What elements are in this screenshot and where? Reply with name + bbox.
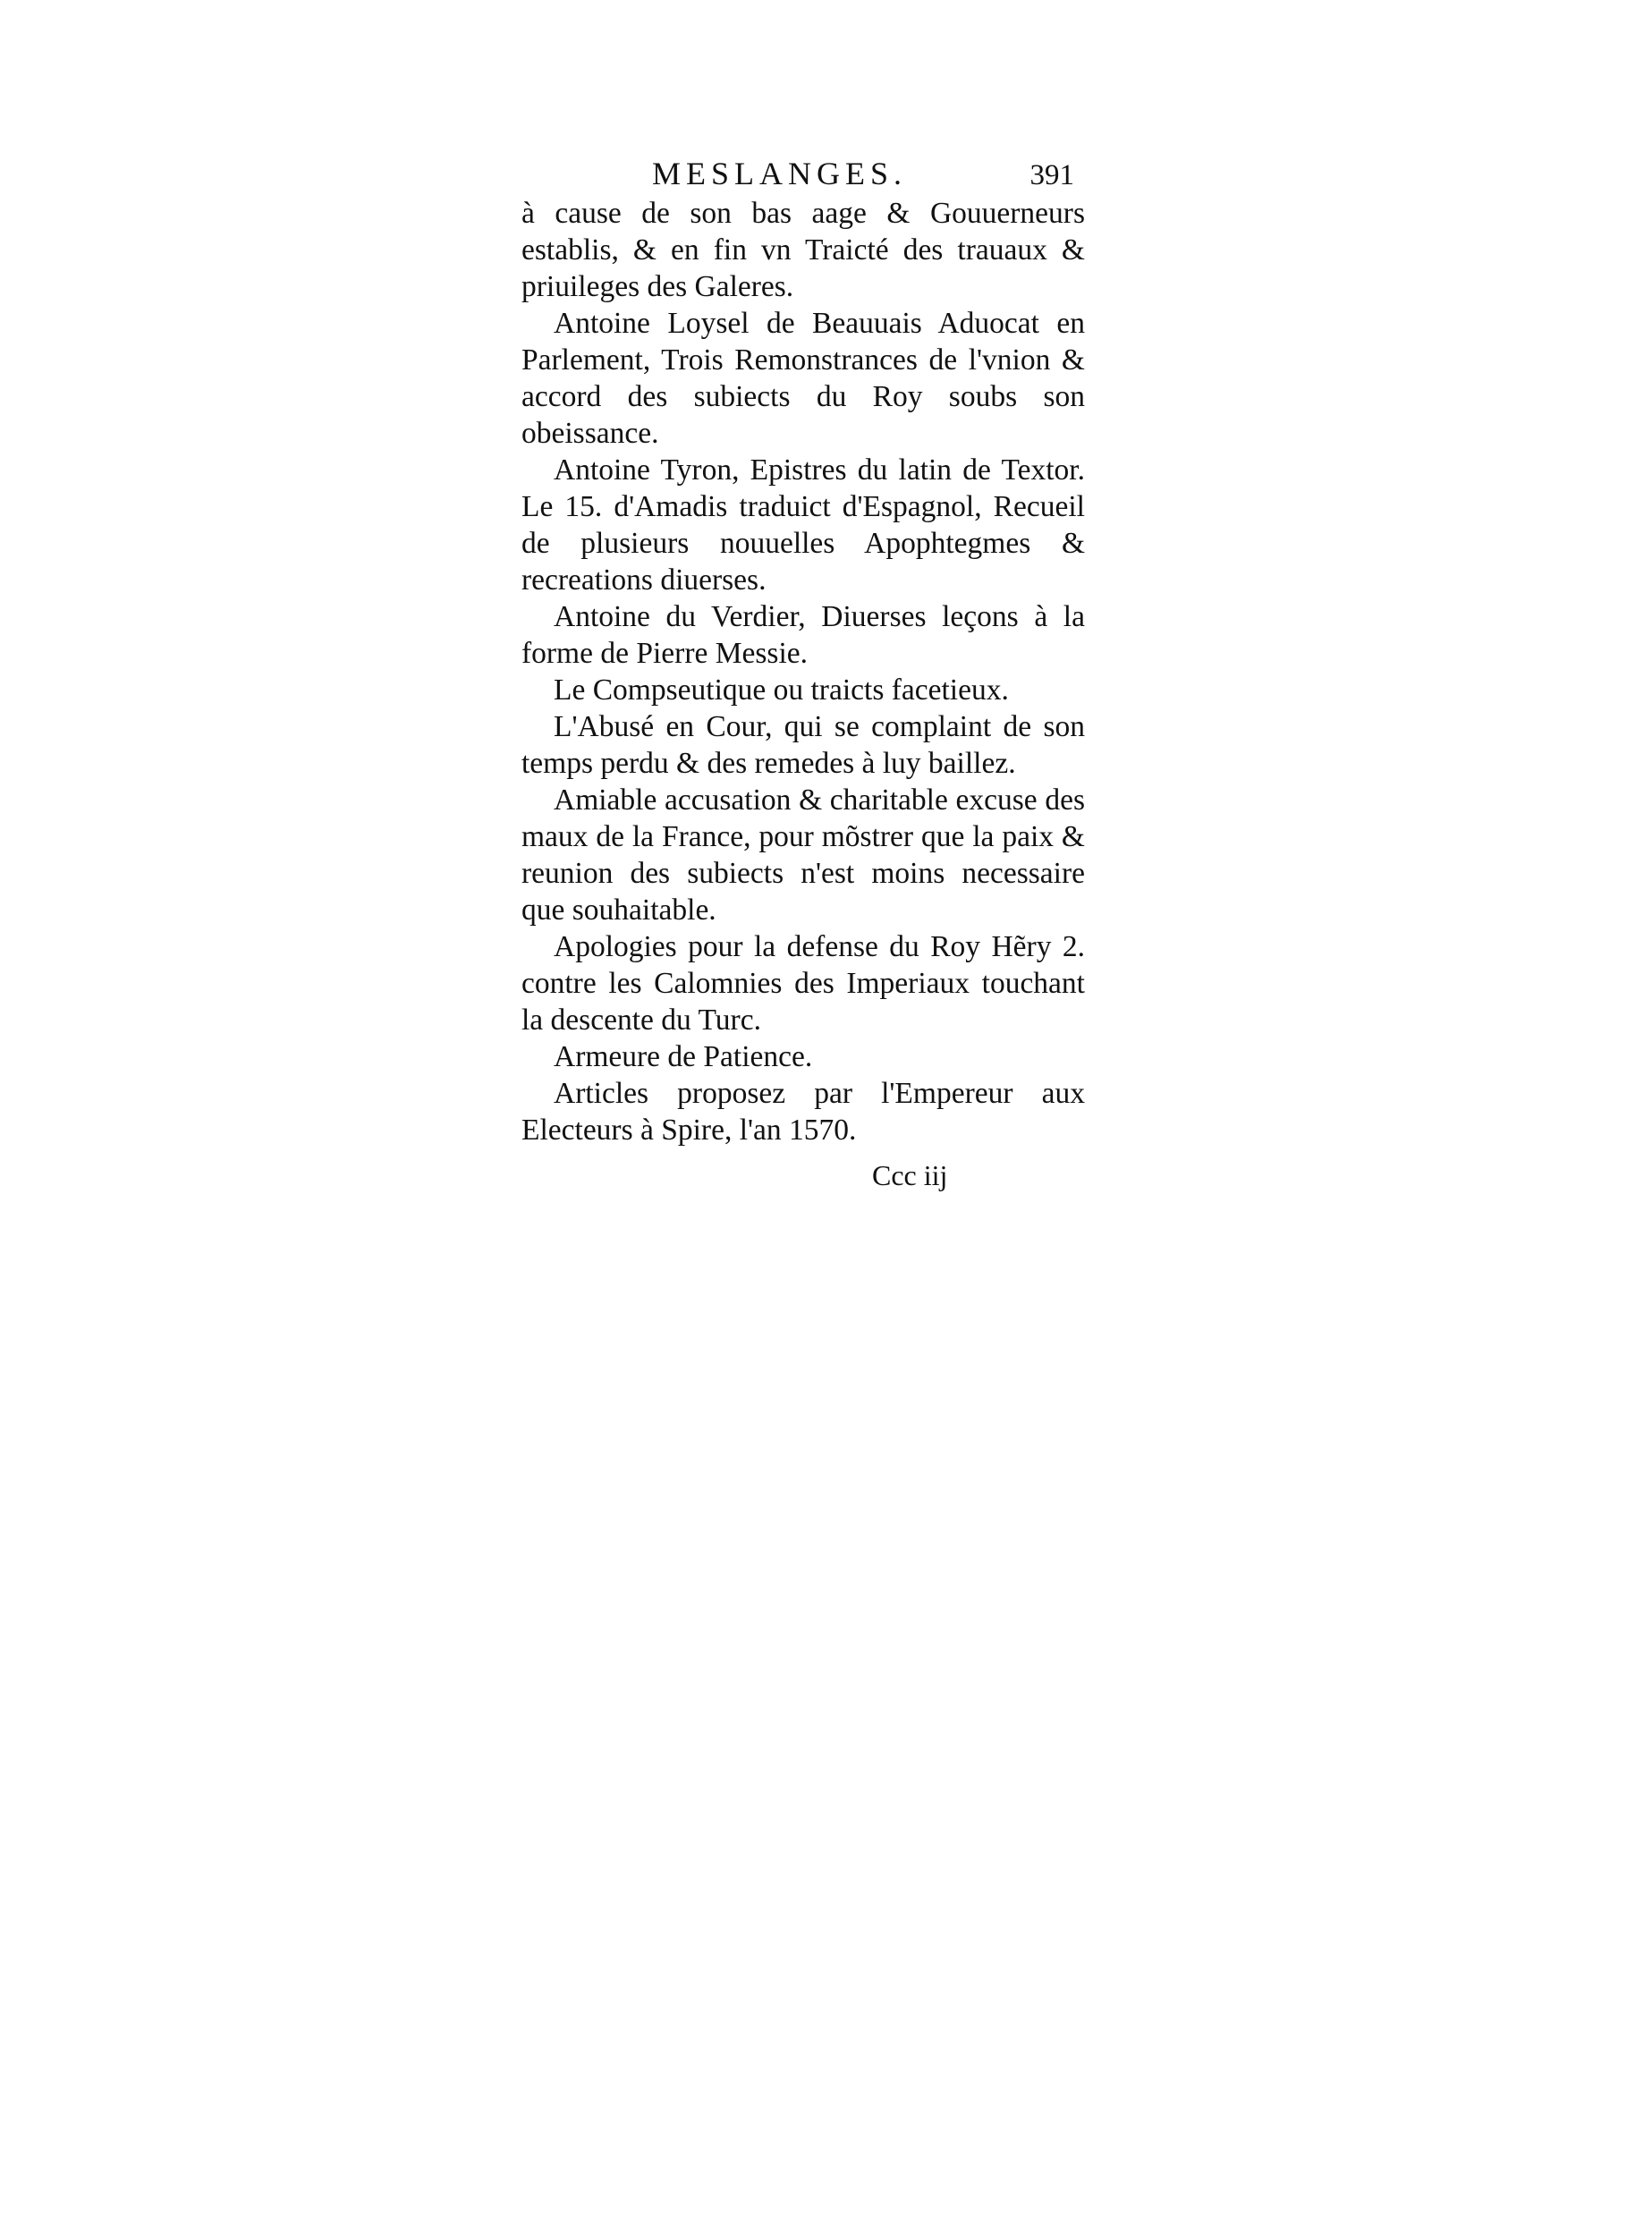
paragraph: Antoine du Verdier, Diuerses leçons à la forme de Pierre Messie. — [521, 600, 1085, 670]
paragraph: Armeure de Patience. — [554, 1040, 813, 1073]
running-title: MESLANGES. — [652, 156, 908, 191]
paragraph: L'Abusé en Cour, qui se complaint de son temps perdu & des remedes à luy baillez. — [521, 710, 1085, 780]
paragraph: Antoine Tyron, Epistres du latin de Textor. Le 15. d'Amadis traduict d'Espagnol, Recueil de plusieurs nouuelles Apophtegmes & recreations diuerses. — [521, 453, 1085, 597]
paragraph: à cause de son bas aage & Gouuerneurs establis, & en fin vn Traicté des trauaux & priuileges des Galeres. — [521, 197, 1085, 303]
page-number: 391 — [1029, 159, 1074, 191]
paragraph: Le Compseutique ou traicts facetieux. — [554, 673, 1009, 707]
paragraph: Antoine Loysel de Beauuais Aduocat en Parlement, Trois Remonstrances de l'vnion & accord des subiects du Roy soubs son obeissance. — [521, 307, 1085, 450]
paragraph: Amiable accusation & charitable excuse des maux de la France, pour mõstrer que la paix & reunion des subiects n'est moins necessaire que souhaitable. — [521, 783, 1085, 927]
paragraph: Articles proposez par l'Empereur aux Electeurs à Spire, l'an 1570. — [521, 1077, 1085, 1147]
signature-mark: Ccc iij — [872, 1159, 948, 1191]
text-block — [521, 152, 1085, 1148]
running-head — [521, 152, 1085, 195]
paragraph: Apologies pour la defense du Roy Hẽry 2. contre les Calomnies des Imperiaux touchant la descente du Turc. — [521, 930, 1085, 1037]
body-text — [521, 195, 1085, 1148]
